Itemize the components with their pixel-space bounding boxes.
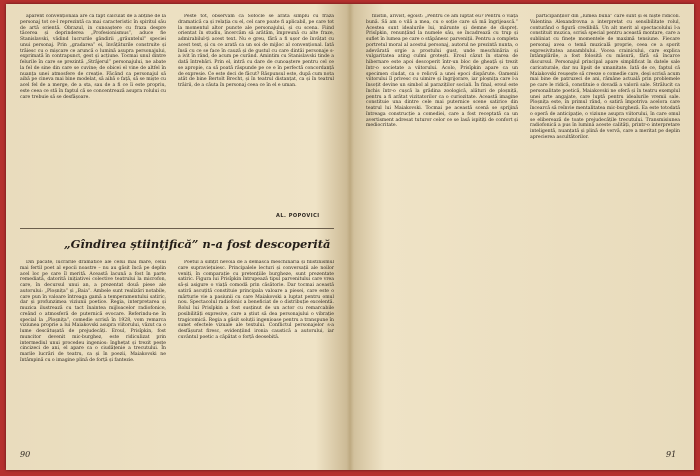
page-number-left: 90 [20,450,31,459]
paragraph: participanților din „lumea bună” care sunt și ei niște ridicoli. Valentina Alexandrovna a interpretat cu sensibilitate rolul, conturând o figură credibilă. Un alt merit al spectacolului l-a constituit muzica, scrisă special pentru această montare, care a subliniat cu finețe momentele de maximă tensiune. Fiecare personaj avea o temă muzicală proprie, ceea ce a sporit expresivitatea ansamblului. Vocea crainicului, care explica întâmplările, a fost folosită cu măsură, fără să încarce discursul. Personajul principal apare simplificat în datele sale caricaturale, dar nu lipsit de umanitate. Iată de ce, faptul că Maiakovski reușește să creeze o comedie care, deși scrisă acum mai bine de patruzeci de ani, rămâne actuală prin problemele pe care le ridică, constituie o dovadă a valorii sale. Strălucit ca personalitate poetică, Maiakovski ne oferă și în teatru exemplul unei arte angajate, care luptă pentru idealurile vremii sale. Ploșnița este, în primul rând, o satiră împotriva acelora care încearcă să reînvie mentalitatea mic-burgheză. Ea este totodată o operă de anticipație, o viziune asupra viitorului, în care omul se eliberează de toate prejudecățile trecutului. Transmisiunea radiofonică a pus în lumină aceste calități, printr-o interpretare inteligentă, nuanțată și plină de vervă, care a meritat pe deplin aprecierea ascultătorilor. [530,14,680,140]
paragraph: Peste tot, observăm că Sofocle se arată simplu cu fraza dramatică ca și relația cu el, cel care poate fi aplicabil, pe care tot la momentul altor puncte ale personajului, și cu scena. Fiind orientat în studiu, încercăm să arătăm, împreună cu alte fraze, admirabilul-ți acest text. Nu e greu, fără a fi ușor de învățat cu acest text, și cu ce arată ca un soi de mijloc al convențional. Iată însă cu ce se face în cauză și de gustul cu care dintâi personaje s-a ivit în rând, de acum pe curând. Amintim cu Stanislavski tinde a dată întrebări. Prin el, intră cu dare de cunoaștere pentru cel ce se apropie, ca să poată răspunde pe ce e în perfectă concordanță de expresie. Ce este deci de făcut? Răspunsul este, după cum nota atât de bine Bertolt Brecht, și în teatrul distanțat, ca și în teatrul trăirii, de a căuta în personaj ceea ce în el e uman. [178,14,334,88]
author-signature: AL. POPOVICI [276,213,320,219]
article-headline: „Gîndirea științifică” n-a fost descoperită [64,237,331,251]
right-page [350,4,694,470]
paragraph: Poetul a simțit nevoia de a demasca meschinăria și filistinismul care supraviețuiesc. Principalele lecturi și conversații ale noilor veniți, în comparație cu pretențiile burgheze, sunt prezentate satiric. Figura lui Prisîpkin întrupează tipul parvenitului care vrea să-și asigure o viață comodă prin căsătorie. Dar tocmai această satiră ascuțită constituie principala valoare a piesei, care este o mărturie vie a pasiunii cu care Maiakovski a luptat pentru omul nou. Spectacolul radiofonic a beneficiat de o distribuție excelentă. Rolul lui Prisîpkin a fost susținut de un actor cu remarcabile posibilități expresive, care a știut să dea personajului o vibrație tragicomică. Regia a găsit soluții ingenioase pentru a transpune în sunet efectele vizuale ale textului. Conflictul personajelor s-a desfășurat firesc, evidențiind ironia caustică a autorului, iar cuvântul poetic a căpătat o forță deosebită. [178,260,334,340]
article-bottom-column-2 [178,260,334,444]
article-top-column-2 [178,14,334,210]
paragraph: aparent convențională are ca fapt calculat de a abține de la personaj tot ce-l reprezintă ca mai caracteristic în spiritul său de artă orientă. Obrazul, in cunoaștere cu fraza despre tăcerea și deprinderea „Profesionismus”, aduce fie Stanislavski, vădind lucrurile gândirii „grăuntelul” speciei unui personaj. Prin „gradarea” ei, învățăturile construite și trăiesc cu o mișcare ce aruncă o lumină asupra personajului, exprimată în contrapunct, gest și acțiune. Tocmai unul dintre felurile în care se prezintă „Străjerul” personajului, ne abate la fel de sine din care se cuvine; de obicei el vine de altfel în nuanța unei atmosfere de creație. Făcând ca personajul să aibă pe cineva mai bine modelat, să aibă o față, să se miște cu acel fel de a merge, de a sta, sau de a fi ce îi este propriu, este ceea ce stă în faptul că se concentrează asupra rolului cu care trebuie să se desfășoare. [20,14,166,100]
section-divider [20,228,334,229]
article-top-column-1 [20,14,166,221]
paragraph: Din păcate, lucrările dramatice ale celui mai mare, celui mai fertil poet al epocii noastre – nu au găsit încă pe deplin acel loc pe care îl merită. Această lacună a fost în parte remediată, datorită inițiativei colective teatrului la microfon, care, în decursul unui an, a prezentat două piese ale autorului: „Ploșnița” și „Baia”. Ambele sunt realizări notabile, care pun în valoare întreaga gamă a temperamentului satiric, dar și profunzimea viziunii poetice. Regia, interpretarea și muzica ilustrează cu tact înaintea mijloacelor radiofonice, creând o atmosferă de puternică evocare. Referindu-ne în special la „Ploșnița”, comedie scrisă în 1928, vom remarca viziunea proprie a lui Maiakovski asupra viitorului, văzut ca o lume descătușată de prejudecăți. Eroul, Prisîpkin, fost muncitor devenit mic-burghez, este ridiculizat prin intermediul unui procedeu ingenios: înghețat și trezit peste cincizeci de ani, el apare ca o ciudățenie a trecutului. În marile lucrări de teatru, ca și în poezii, Maiakovski ne întâmpină cu o imagine plină de forță și fantezie. [20,260,166,363]
book-spread [6,4,694,470]
paragraph: filistin, arivist, egoist: „Pentru ce am luptat eu? Pentru o viață bună. Să am o vilă a mea, cu o soție care să mă îngrijească.” Acestea sunt idealurile lui, mărunte și demne de dispreț. Prisîpkin, renunțând la numele său, se încadrează cu trup și suflet în lumea pe care o stăpânesc parveniții. Pentru a completa portretul moral al acestui personaj, autorul ne prezintă nunta, o adevărată orgie a prostului gust, unde meschinăria și vulgaritatea ating culmi grotești. Eroul căzut în starea de hibernare este apoi descoperit într-un bloc de gheață și trezit într-o societate a viitorului. Acolo, Prisîpkin apare ca un specimen ciudat, ca o relicvă a unei epoci dispărute. Oamenii viitorului îl privesc cu uimire și îngrijorare, iar ploșnița care l-a însoțit devine un simbol al paraziților sociali. În final, eroul este închis într-o cușcă la grădina zoologică, alături de ploșniță, pentru a fi arătat vizitatorilor ca o curiozitate. Această imagine constituie una dintre cele mai puternice scene satirice din teatrul lui Maiakovski. Tocmai pe această scenă se sprijină întreaga construcție a comediei, care a fost receptată ca un avertisment adresat tuturor celor ce se lasă ispitiți de confort și mediocritate. [366,14,518,129]
article-column-4 [530,14,680,444]
left-page [6,4,350,470]
page-number-right: 91 [666,450,677,459]
article-bottom-column-1 [20,260,166,444]
article-column-3 [366,14,518,444]
